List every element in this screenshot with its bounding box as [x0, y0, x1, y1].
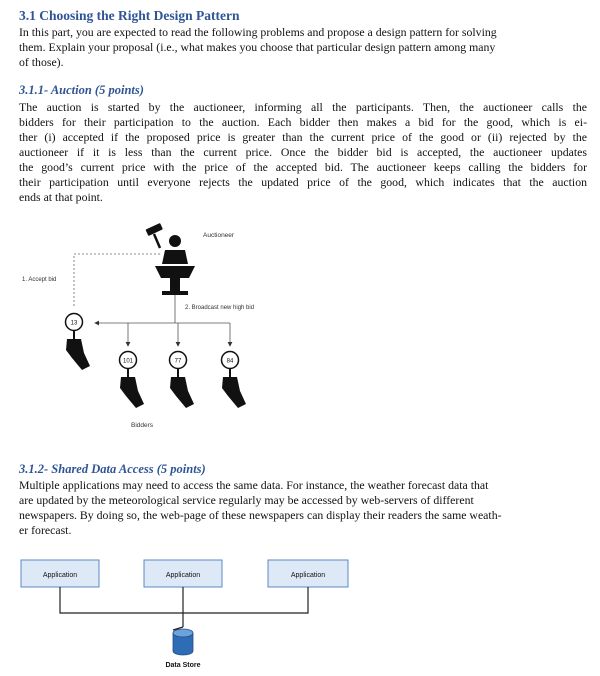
bid-paddle-hand-icon	[66, 330, 90, 370]
bid-value: 101	[122, 358, 134, 365]
bid-value: 84	[226, 358, 234, 365]
bid-value: 77	[174, 358, 182, 365]
bid-paddle-hand-icon	[170, 368, 194, 408]
shared-data-line: are updated by the meteorological service regularly may be accessed by web-servers of different	[19, 493, 474, 507]
intro-line: of those).	[19, 55, 64, 69]
database-cylinder-icon	[173, 627, 193, 655]
accept-bid-path	[74, 254, 160, 308]
auction-diagram	[0, 220, 600, 440]
bid-value: 13	[70, 320, 78, 327]
auction-heading: 3.1.1- Auction (5 points)	[19, 83, 144, 97]
auction-line: bidders for their participation to the auction. Each bidder then makes a bid for the good, which is ei-	[19, 115, 587, 129]
connector-lines	[60, 587, 308, 627]
intro-line: them. Explain your proposal (i.e., what makes you choose that particular design pattern among many	[19, 40, 496, 54]
bid-paddle-hand-icon	[222, 368, 246, 408]
shared-data-paragraph	[19, 478, 587, 538]
auctioneer-label: Auctioneer	[203, 232, 235, 239]
application-label: Application	[42, 572, 78, 579]
auction-line: their participation until everyone rejects the updated price of the good, which indicates that the auction	[19, 175, 587, 189]
intro-line: In this part, you are expected to read the following problems and propose a design pattern for solving	[19, 25, 497, 39]
shared-data-diagram	[0, 555, 600, 676]
auction-line: the good’s current price with the price of the accepted bid. The auctioneer keeps calling the bidders for	[19, 160, 587, 174]
data-store-label: Data Store	[165, 662, 201, 669]
bidders-label: Bidders	[131, 422, 154, 429]
auction-line: auctioneer if it is less than the current price. Once the bidder bid is accepted, the auctioneer updates	[19, 145, 587, 159]
broadcast-label: 2. Broadcast new high bid	[185, 305, 255, 311]
auctioneer-at-podium-icon	[155, 235, 195, 295]
shared-data-heading: 3.1.2- Shared Data Access (5 points)	[19, 462, 206, 476]
auction-line: ends at that point.	[19, 190, 103, 204]
shared-data-line: Multiple applications may need to access the same data. For instance, the weather forecast data that	[19, 478, 489, 492]
accept-bid-label: 1. Accept bid	[22, 277, 57, 283]
application-label: Application	[165, 572, 201, 579]
bid-paddle-hand-icon	[120, 368, 144, 408]
intro-paragraph	[19, 25, 587, 70]
gavel-icon	[145, 223, 162, 248]
application-label: Application	[290, 572, 326, 579]
section-title: 3.1 Choosing the Right Design Pattern	[19, 8, 240, 23]
auction-line: The auction is started by the auctioneer, informing all the participants. Then, the auctioneer calls the	[19, 100, 587, 114]
shared-data-line: er forecast.	[19, 523, 72, 537]
auction-paragraph	[19, 100, 587, 205]
shared-data-line: newspapers. By doing so, the web-page of these newspapers can display their readers the same weath-	[19, 508, 502, 522]
auction-line: ther (i) accepted if the proposed price is greater than the current price of the good or (ii) rejected by the	[19, 130, 587, 144]
